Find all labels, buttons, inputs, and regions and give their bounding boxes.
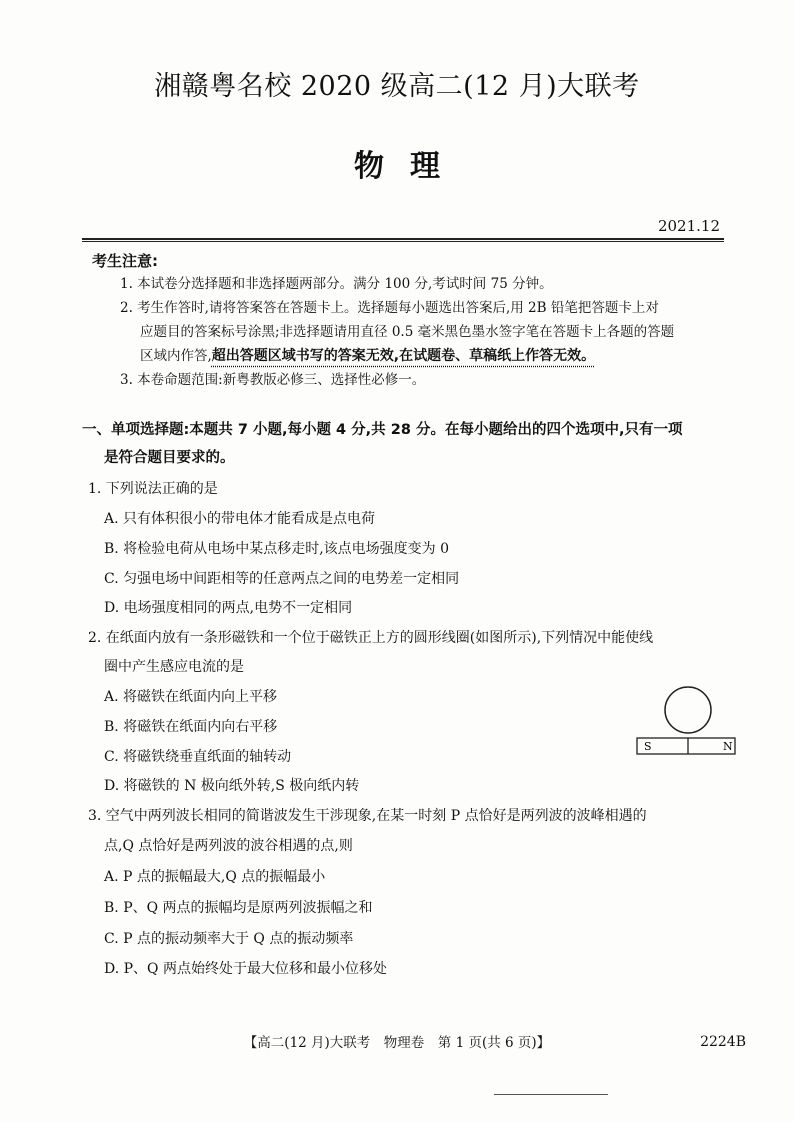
question-1-option-a: A. 只有体积很小的带电体才能看成是点电荷 <box>104 511 376 527</box>
notice-emphasis: 超出答题区域书写的答案无效,在试题卷、草稿纸上作答无效。 <box>211 348 596 364</box>
coil-circle <box>665 687 711 733</box>
paper-code: 2224B <box>700 1034 746 1050</box>
page-footer: 【高二(12 月)大联考 物理卷 第 1 页(共 6 页)】 <box>243 1035 551 1051</box>
magnet-coil-diagram <box>636 684 736 764</box>
notice-item-2-tail: 区域内作答, <box>140 348 212 364</box>
notice-item-2-last <box>140 345 595 367</box>
notice-item-3: 3. 本卷命题范围:新粤教版必修三、选择性必修一。 <box>120 372 426 388</box>
magnet-s-pole: S <box>644 740 652 753</box>
section-heading <box>82 416 732 472</box>
header-rule-thin <box>82 241 724 242</box>
question-2-option-b: B. 将磁铁在纸面内向右平移 <box>104 719 278 735</box>
question-1-option-d: D. 电场强度相同的两点,电势不一定相同 <box>104 600 353 616</box>
exam-title: 湘赣粤名校 2020 级高二(12 月)大联考 <box>154 71 640 102</box>
question-3-stem-line2: 点,Q 点恰好是两列波的波谷相遇的点,则 <box>104 838 353 854</box>
exam-date: 2021.12 <box>657 217 720 235</box>
question-1-option-b: B. 将检验电荷从电场中某点移走时,该点电场强度变为 0 <box>104 541 449 557</box>
question-2-option-d: D. 将磁铁的 N 极向纸外转,S 极向纸内转 <box>104 778 360 794</box>
question-3-option-c: C. P 点的振动频率大于 Q 点的振动频率 <box>104 931 354 947</box>
section-heading-line2: 是符合题目要求的。 <box>104 450 235 466</box>
footer-line <box>494 1094 608 1095</box>
notice-item-2-cont: 应题目的答案标号涂黑;非选择题请用直径 0.5 毫米黑色墨水签字笔在答题卡上各题的答题 <box>140 324 675 340</box>
question-2-option-a: A. 将磁铁在纸面内向上平移 <box>104 689 278 705</box>
section-heading-line1: 一、单项选择题:本题共 7 小题,每小题 4 分,共 28 分。在每小题给出的四个选项中,只有一项 <box>82 422 683 438</box>
question-3-stem-line1: 3. 空气中两列波长相同的简谐波发生干涉现象,在某一时刻 P 点恰好是两列波的波峰相遇的 <box>88 808 647 824</box>
notice-item-2: 2. 考生作答时,请将答案答在答题卡上。选择题每小题选出答案后,用 2B 铅笔把答题卡上对 <box>120 300 659 316</box>
bar-magnet <box>637 738 735 754</box>
question-3-option-d: D. P、Q 两点始终处于最大位移和最小位移处 <box>104 961 387 977</box>
question-2-stem-line1: 2. 在纸面内放有一条形磁铁和一个位于磁铁正上方的圆形线圈(如图所示),下列情况中能使线 <box>88 630 654 646</box>
notice-item-1: 1. 本试卷分选择题和非选择题两部分。满分 100 分,考试时间 75 分钟。 <box>120 276 553 292</box>
question-3-option-b: B. P、Q 两点的振幅均是原两列波振幅之和 <box>104 900 373 916</box>
question-3-option-a: A. P 点的振幅最大,Q 点的振幅最小 <box>104 869 326 885</box>
magnet-n-pole: N <box>723 740 733 753</box>
notice-heading: 考生注意: <box>92 252 158 270</box>
header-rule <box>82 238 724 240</box>
question-2-option-c: C. 将磁铁绕垂直纸面的轴转动 <box>104 749 292 765</box>
magnet-coil-figure <box>636 684 736 764</box>
question-2-stem-line2: 圈中产生感应电流的是 <box>104 659 244 675</box>
question-1-stem: 1. 下列说法正确的是 <box>88 481 218 497</box>
subject-title: 物理 <box>354 149 466 184</box>
question-1-option-c: C. 匀强电场中间距相等的任意两点之间的电势差一定相同 <box>104 571 460 587</box>
